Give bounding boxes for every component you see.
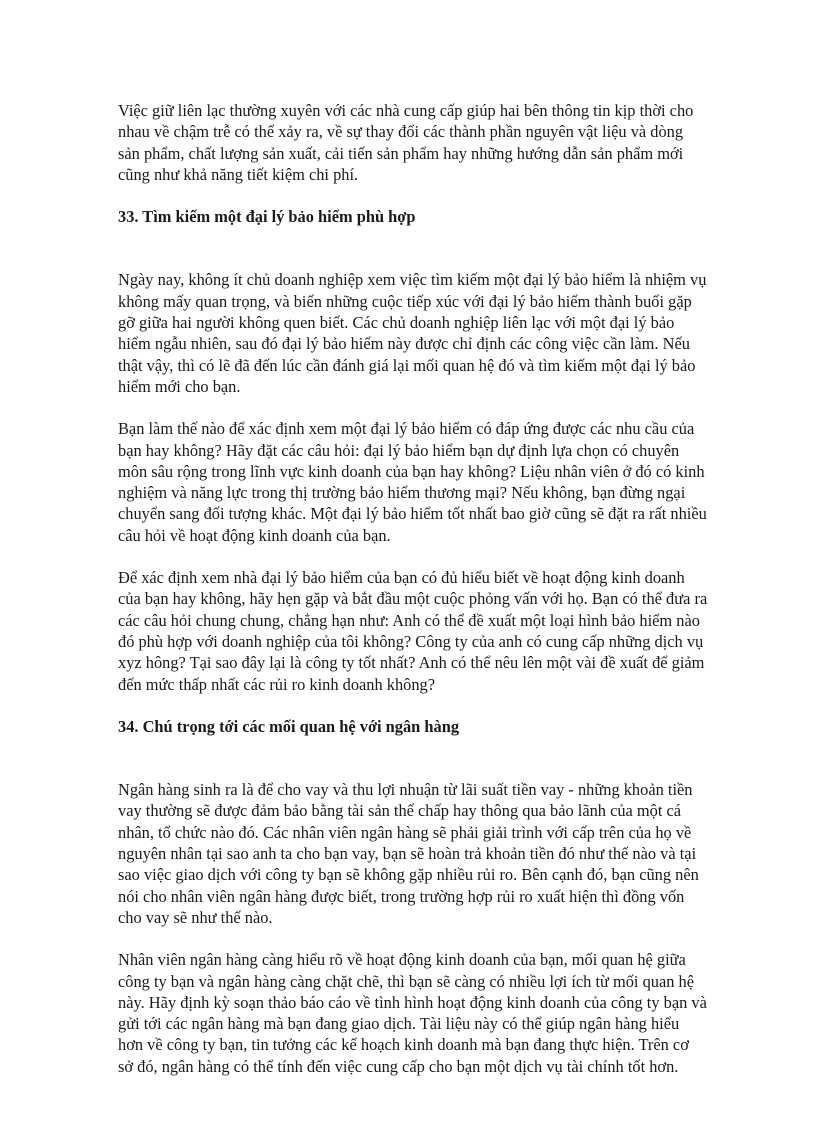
text-line: gỡ giữa hai người không quen biết. Các chủ doanh nghiệp liên lạc với một đại lý bảo — [118, 313, 675, 333]
section-34-paragraph-1 — [118, 779, 708, 928]
section-33-paragraph-1 — [118, 269, 708, 397]
text-line: Ngân hàng sinh ra là để cho vay và thu lợi nhuận từ lãi suất tiền vay - những khoản tiền — [118, 780, 693, 800]
section-34-paragraph-2 — [118, 949, 708, 1077]
text-line: các câu hỏi chung chung, chẳng hạn như: Anh có thể đề xuất một loại hình bảo hiểm nào — [118, 610, 700, 630]
text-line: của bạn hay không, hãy hẹn gặp và bắt đầu một cuộc phỏng vấn với họ. Bạn có thể đưa ra — [118, 589, 708, 609]
text-line: câu hỏi về hoạt động kinh doanh của bạn. — [118, 525, 391, 545]
text-line: này. Hãy định kỳ soạn thảo báo cáo về tình hình hoạt động kinh doanh của công ty bạn và — [118, 992, 707, 1012]
section-33-paragraph-3 — [118, 567, 708, 695]
text-line: thật vậy, thì có lẽ đã đến lúc cần đánh giá lại mối quan hệ đó và tìm kiếm một đại lý bảo — [118, 355, 696, 375]
text-line: cho vay sẽ như thế nào. — [118, 907, 273, 927]
text-line: hiểm mới cho bạn. — [118, 376, 241, 396]
text-line: sản phẩm, chất lượng sản xuất, cải tiến sản phẩm hay những hướng dẫn sản phẩm mới — [118, 143, 684, 163]
text-line: Việc giữ liên lạc thường xuyên với các nhà cung cấp giúp hai bên thông tin kịp thời cho — [118, 101, 694, 120]
text-line: nhân, tổ chức nào đó. Các nhân viên ngân hàng sẽ phải giải trình với cấp trên của họ về — [118, 822, 692, 842]
text-line: nhau về chậm trễ có thể xảy ra, về sự thay đổi các thành phần nguyên vật liệu và dòng — [118, 122, 684, 142]
section-33-heading: 33. Tìm kiếm một đại lý bảo hiểm phù hợp — [118, 207, 416, 227]
text-line: đến mức thấp nhất các rủi ro kinh doanh không? — [118, 674, 436, 694]
section-33-paragraph-2 — [118, 418, 708, 546]
text-line: không mấy quan trọng, và biến những cuộc tiếp xúc với đại lý bảo hiểm thành buổi gặp — [118, 291, 692, 311]
text-line: vay thường sẽ được đảm bảo bằng tài sản thế chấp hay thông qua bảo lãnh của một cá — [118, 801, 682, 821]
text-line: gửi tới các ngân hàng mà bạn đang giao dịch. Tài liệu này có thể giúp ngân hàng hiểu — [118, 1014, 680, 1034]
text-line: nói cho nhân viên ngân hàng được biết, trong trường hợp rủi ro xuất hiện thì đồng vốn — [118, 886, 685, 906]
section-34-heading: 34. Chú trọng tới các mối quan hệ với ngân hàng — [118, 716, 460, 736]
text-line: sở đó, ngân hàng có thể tính đến việc cung cấp cho bạn một dịch vụ tài chính tốt hơn. — [118, 1056, 679, 1076]
text-line: công ty bạn và ngân hàng càng chặt chẽ, thì bạn sẽ càng có nhiều lợi ích từ mối quan hệ — [118, 971, 695, 991]
document-page — [118, 100, 708, 1077]
text-line: Để xác định xem nhà đại lý bảo hiểm của bạn có đủ hiểu biết về hoạt động kinh doanh — [118, 568, 685, 588]
text-line: Bạn làm thế nào để xác định xem một đại lý bảo hiểm có đáp ứng được các nhu cầu của — [118, 419, 695, 439]
text-line: hơn về công ty bạn, tin tưởng các kế hoạch kinh doanh mà bạn đang thực hiện. Trên cơ — [118, 1035, 689, 1055]
text-line: đó phù hợp với doanh nghiệp của tôi không? Công ty của anh có cung cấp những dịch vụ — [118, 631, 704, 651]
text-line: Ngày nay, không ít chủ doanh nghiệp xem việc tìm kiếm một đại lý bảo hiểm là nhiệm vụ — [118, 270, 707, 290]
text-line: Nhân viên ngân hàng càng hiểu rõ về hoạt động kinh doanh của bạn, mối quan hệ giữa — [118, 950, 686, 970]
text-line: nguyên nhân tại sao anh ta cho bạn vay, bạn sẽ hoàn trả khoản tiền đó như thế nào và tại — [118, 844, 697, 864]
text-line: sao việc giao dịch với công ty bạn sẽ không gặp nhiều rủi ro. Bên cạnh đó, bạn cũng nên — [118, 865, 699, 885]
text-line: bạn hay không? Hãy đặt các câu hỏi: đại lý bảo hiểm bạn dự định lựa chọn có chuyên — [118, 440, 680, 460]
text-line: môn sâu rộng trong lĩnh vực kinh doanh của bạn hay không? Liệu nhân viên ở đó có kinh — [118, 461, 705, 481]
text-line: cũng như khả năng tiết kiệm chi phí. — [118, 164, 359, 184]
text-line: nghiệm và năng lực trong thị trường bảo hiểm thương mại? Nếu không, bạn đừng ngại — [118, 483, 686, 503]
text-line: xyz hông? Tại sao đây lại là công ty tốt nhất? Anh có thể nêu lên một vài đề xuất để giảm — [118, 653, 705, 673]
text-line: chuyển sang đối tượng khác. Một đại lý bảo hiểm tốt nhất bao giờ cũng sẽ đặt ra rất nhiều — [118, 504, 707, 524]
intro-paragraph — [118, 100, 708, 185]
text-line: hiểm ngẫu nhiên, sau đó đại lý bảo hiểm này được chỉ định các công việc cần làm. Nếu — [118, 334, 690, 354]
